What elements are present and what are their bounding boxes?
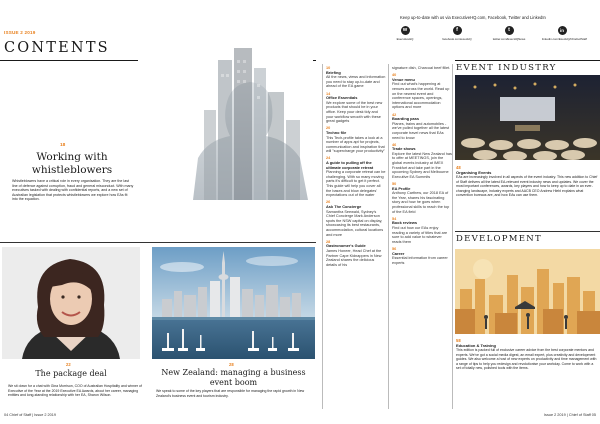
- entry-title: Ask The Concierge: [326, 204, 362, 209]
- entry-page-number: 20: [326, 126, 331, 131]
- entry-description: Planning a corporate retreat can be challenging. With so many moving parts it's difficult to get it perfect. This guide will help you cover all the bases and blow delegates' expectations out of the water: [326, 170, 386, 198]
- entry-title: Venue menu: [392, 76, 415, 82]
- social-facebook-label: facebook.com/execHQ: [442, 37, 472, 41]
- contents-column-1: [326, 66, 386, 270]
- linkedin-icon: in: [558, 26, 567, 35]
- twitter-icon: t: [505, 26, 514, 35]
- section-divider: [0, 242, 316, 243]
- entry-title: Briefing: [326, 69, 341, 75]
- entry-description: signature dish, Charcoal beef fillet.: [392, 66, 451, 70]
- entry-page-number: 14: [326, 91, 331, 96]
- entry-title: Boarding pass: [392, 116, 420, 122]
- entry-page-number: 10: [326, 66, 331, 70]
- event-industry-page-number: 48: [456, 165, 461, 170]
- contents-entry[interactable]: [392, 113, 452, 141]
- column-divider: [388, 64, 389, 409]
- event-industry-heading: EVENT INDUSTRY: [456, 63, 557, 73]
- newzealand-description: We speak to some of the key players that are responsible for managing the rapid growth in New Zealand's business event and tourism industry.: [156, 389, 305, 398]
- contents-entry[interactable]: [326, 66, 386, 89]
- event-industry-description: EAs are increasingly involved in all aspects of the event industry. This new addition to Chief of Staff delivers all the latest EA-relevant event industry news and updates. We cover the most important conferences, awards, key players and how to keep up to date in an ever-changing landscape, industry experts and AACB CEO Andrew Hiebl explains what convention bureaus are, and how EAs can use them.: [456, 175, 598, 197]
- social-facebook[interactable]: [437, 26, 477, 41]
- section-divider: [455, 231, 600, 232]
- package-page-number: 22: [66, 362, 71, 367]
- entry-description: Find out how our EAs enjoy reading a variety of titles that are sure to add value to whatever reads them: [392, 225, 448, 244]
- entry-description: This Tech-profile takes a look at a number of apps apt for projects, communication and inspiration that will "supercharge your productivity": [326, 135, 385, 154]
- contents-entry[interactable]: [326, 92, 386, 124]
- entry-title: EA Profile: [392, 185, 411, 191]
- development-illustration: [455, 249, 600, 334]
- social-twitter[interactable]: [489, 26, 529, 41]
- keep-up-text: Keep up-to-date with us via ExecutiveHQ.com, Facebook, Twitter and LinkedIn: [400, 15, 546, 20]
- contents-entry[interactable]: [392, 73, 452, 110]
- event-venue-photo: [455, 75, 600, 160]
- page-title: CONTENTS: [4, 40, 110, 56]
- entry-description: We explore some of the best new products that should be in your office. Keep your desk tidy and your workflow smooth with these great gadgets: [326, 100, 383, 124]
- header-rule-right: [455, 60, 600, 61]
- contents-entry[interactable]: [326, 126, 386, 154]
- package-description: We sit down for a chat with Gina Morrison, COO of Australian Hospitality and winner of Executive of the Year at the 2019 Executive EA Awards, about her career, managing entities and long-standing relationship with her EA, Sharon Wilson.: [8, 384, 142, 397]
- entry-title: Book reviews: [392, 220, 418, 226]
- entry-page-number: 42: [392, 112, 397, 117]
- event-industry-subtitle[interactable]: Organising Events: [456, 170, 492, 175]
- contents-entry[interactable]: [392, 247, 452, 265]
- social-website-label: ExecutiveHQ: [396, 37, 414, 41]
- entry-page-number: 24: [326, 156, 331, 161]
- footer-right: Issue 2 2019 | Chief of Staff 05: [544, 413, 596, 417]
- entry-description: Explore the latest New Zealand has to offer at MEETINGS, join the global events industry at IMEX Frankfurt and take part in the upcoming Sydney and Melbourne Executive EA Summits: [392, 151, 452, 179]
- contents-entry[interactable]: [392, 143, 452, 180]
- entry-title: Gastronomer's Guide: [326, 243, 366, 249]
- footer-left: 04 Chief of Staff | Issue 2 2019: [4, 413, 56, 417]
- entry-page-number: 56: [392, 246, 397, 251]
- entry-page-number: 46: [392, 142, 397, 147]
- facebook-icon: f: [453, 26, 462, 35]
- social-website[interactable]: [385, 26, 425, 41]
- development-page-number: 58: [456, 338, 461, 343]
- globe-icon: w: [401, 26, 410, 35]
- entry-description: Planes, trains and automobiles - we've pulled together all the latest corporate travel news that EAs need to know: [392, 121, 450, 140]
- contents-column-2: [392, 66, 452, 268]
- contents-entry[interactable]: [392, 182, 452, 214]
- contents-entry[interactable]: [326, 200, 386, 237]
- entry-page-number: 28: [326, 239, 331, 244]
- auckland-skyline-photo: [152, 247, 315, 359]
- contents-entry: [392, 66, 452, 71]
- entry-page-number: 50: [392, 182, 397, 187]
- entry-description: Anthony Carthew, our 2018 EA of the Year, shares his fascinating story and how he goes when professional skills to reach the top of the EA field: [392, 191, 450, 214]
- entry-page-number: 26: [326, 200, 331, 205]
- feature-title[interactable]: Working with whistleblowers: [31, 151, 113, 176]
- contents-entry[interactable]: [326, 156, 386, 197]
- feature-description: Whistleblowers have a critical role in every organisation. They are the last line of defence against corruption, fraud and general misconduct. With many executives tasked with dealing with confidential reports, and a new set of Australian legislation that protects whistleblowers we explore how EAs fit into the equation.: [12, 179, 134, 201]
- newzealand-title[interactable]: New Zealand: managing a business event boom: [161, 368, 306, 387]
- social-linkedin-label: linkedin.com/ExecHQ/ChiefsofStaff: [542, 37, 587, 41]
- entry-description: James Honeer, Head Chef at the Partner Cape Kidnappers in New Zealand shares the delicious details of his: [326, 248, 382, 267]
- entry-page-number: 40: [392, 73, 397, 78]
- entry-title: A guide to pulling off the ultimate corporate retreat: [326, 160, 374, 170]
- entry-description: Samantha Seewald, Sydney's Chief Concierge Mark Anderson spots the NSW capital on display, showcasing its best restaurants, accommodation, cultural locations and more: [326, 209, 384, 237]
- newzealand-page-number: 28: [229, 362, 234, 367]
- issue-label: ISSUE 2 2019: [4, 30, 36, 35]
- column-divider: [322, 64, 323, 409]
- entry-description: Find out what's happening at venues across the world. Read up on the newest event and conference spaces, openings, international accommodation options and more: [392, 82, 450, 110]
- development-subtitle[interactable]: Education & Training: [456, 343, 497, 348]
- contents-entry[interactable]: [392, 217, 452, 245]
- entry-title: Trade shows: [392, 146, 416, 152]
- social-linkedin[interactable]: [542, 26, 587, 41]
- entry-title: Career: [392, 250, 405, 256]
- gina-morrison-photo: [2, 247, 140, 359]
- entry-description: All the news, views and information you need to stay up-to-date and ahead of the EA game: [326, 75, 386, 89]
- entry-description: Essential information from career experts: [392, 256, 448, 265]
- package-title[interactable]: The package deal: [35, 369, 107, 378]
- feature-page-number: 18: [60, 143, 66, 148]
- entry-page-number: 54: [392, 216, 397, 221]
- entry-title: Techno file: [326, 129, 347, 135]
- development-description: This edition is packed full of exclusive career advice from the best corporate mentors and experts. We've got a social media digest, an email expert, plus creativity and development guides. We also welcome a host of new experts on productivity and time management with a range of tips to help you redesign and revolutionise your workday. Come to work with a set of totally new, polished tools with the items.: [456, 348, 597, 370]
- entry-title: Office Essentials: [326, 95, 358, 101]
- social-twitter-label: twitter.com/ExecHQNews: [492, 37, 526, 41]
- development-heading: DEVELOPMENT: [456, 234, 543, 244]
- column-divider: [452, 64, 453, 409]
- whistleblower-photo: [138, 40, 313, 200]
- contents-entry[interactable]: [326, 240, 386, 268]
